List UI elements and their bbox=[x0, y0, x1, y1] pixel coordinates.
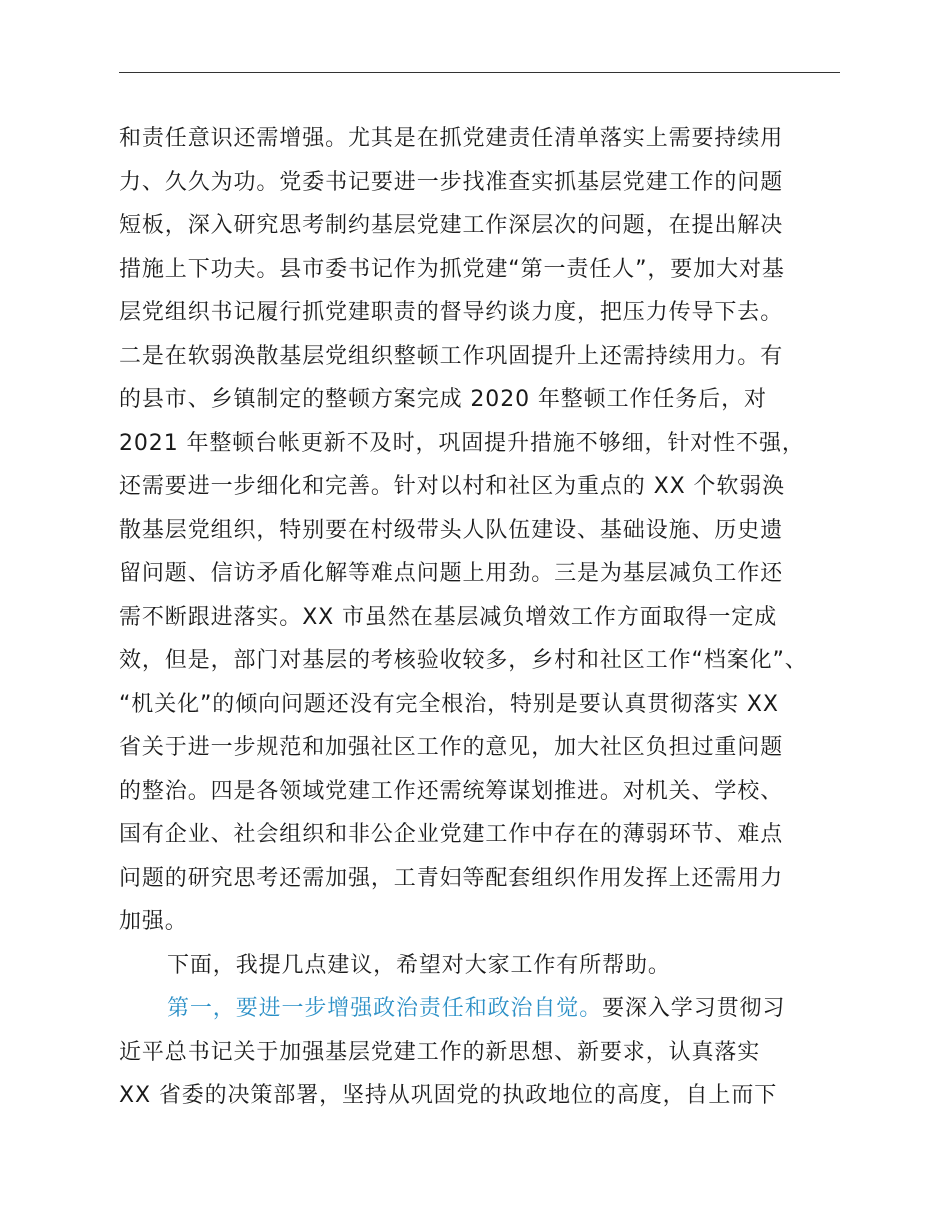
body-text bbox=[119, 117, 841, 1118]
text-line: 效，但是，部门对基层的考核验收较多，乡村和社区工作“档案化”、 bbox=[119, 648, 808, 673]
text-line: 的整治。四是各领域党建工作还需统筹谋划推进。对机关、学校、 bbox=[119, 778, 784, 804]
text-line: 和责任意识还需增强。尤其是在抓党建责任清单落实上需要持续用 bbox=[119, 126, 784, 151]
text-line: 的县市、乡镇制定的整顿方案完成 2020 年整顿工作任务后，对 bbox=[119, 387, 767, 412]
point-one-first-line bbox=[119, 987, 841, 1031]
text-line: 二是在软弱涣散基层党组织整顿工作巩固提升上还需持续用力。有 bbox=[119, 343, 784, 369]
point-one-heading: 第一，要进一步增强政治责任和政治自觉。 bbox=[167, 996, 603, 1021]
text-line: 短板，深入研究思考制约基层党建工作深层次的问题，在提出解决 bbox=[119, 213, 784, 238]
text-line: 措施上下功夫。县市委书记作为抓党建“第一责任人”，要加大对基 bbox=[119, 256, 785, 282]
point-one-first-line-rest: 要深入学习贯彻习 bbox=[602, 996, 786, 1021]
text-line: 省关于进一步规范和加强社区工作的意见，加大社区负担过重问题 bbox=[119, 735, 784, 760]
text-line: 还需要进一步细化和完善。针对以村和社区为重点的 XX 个软弱涣 bbox=[119, 474, 786, 499]
text-line: 层党组织书记履行抓党建职责的督导约谈力度，把压力传导下去。 bbox=[119, 300, 784, 325]
transition-paragraph: 下面，我提几点建议，希望对大家工作有所帮助。 bbox=[167, 952, 671, 978]
text-line: 留问题、信访矛盾化解等难点问题上用劲。三是为基层减负工作还 bbox=[119, 561, 784, 586]
text-line: 需不断跟进落实。XX 市虽然在基层减负增效工作方面取得一定成 bbox=[119, 604, 778, 630]
text-line: 国有企业、社会组织和非公企业党建工作中存在的薄弱环节、难点 bbox=[119, 822, 784, 847]
text-line: 加强。 bbox=[119, 909, 188, 934]
text-line: 问题的研究思考还需加强，工青妇等配套组织作用发挥上还需用力 bbox=[119, 865, 784, 891]
header-rule bbox=[119, 72, 840, 73]
text-line: 散基层党组织，特别要在村级带头人队伍建设、基础设施、历史遗 bbox=[119, 517, 784, 543]
text-line: 2021 年整顿台帐更新不及时，巩固提升措施不够细，针对性不强， bbox=[119, 430, 805, 456]
text-line: “机关化”的倾向问题还没有完全根治，特别是要认真贯彻落实 XX bbox=[119, 691, 779, 717]
text-line: 力、久久为功。党委书记要进一步找准查实抓基层党建工作的问题 bbox=[119, 169, 784, 195]
text-line: XX 省委的决策部署，坚持从巩固党的执政地位的高度，自上而下 bbox=[119, 1083, 778, 1108]
text-line: 近平总书记关于加强基层党建工作的新思想、新要求，认真落实 bbox=[119, 1039, 761, 1065]
